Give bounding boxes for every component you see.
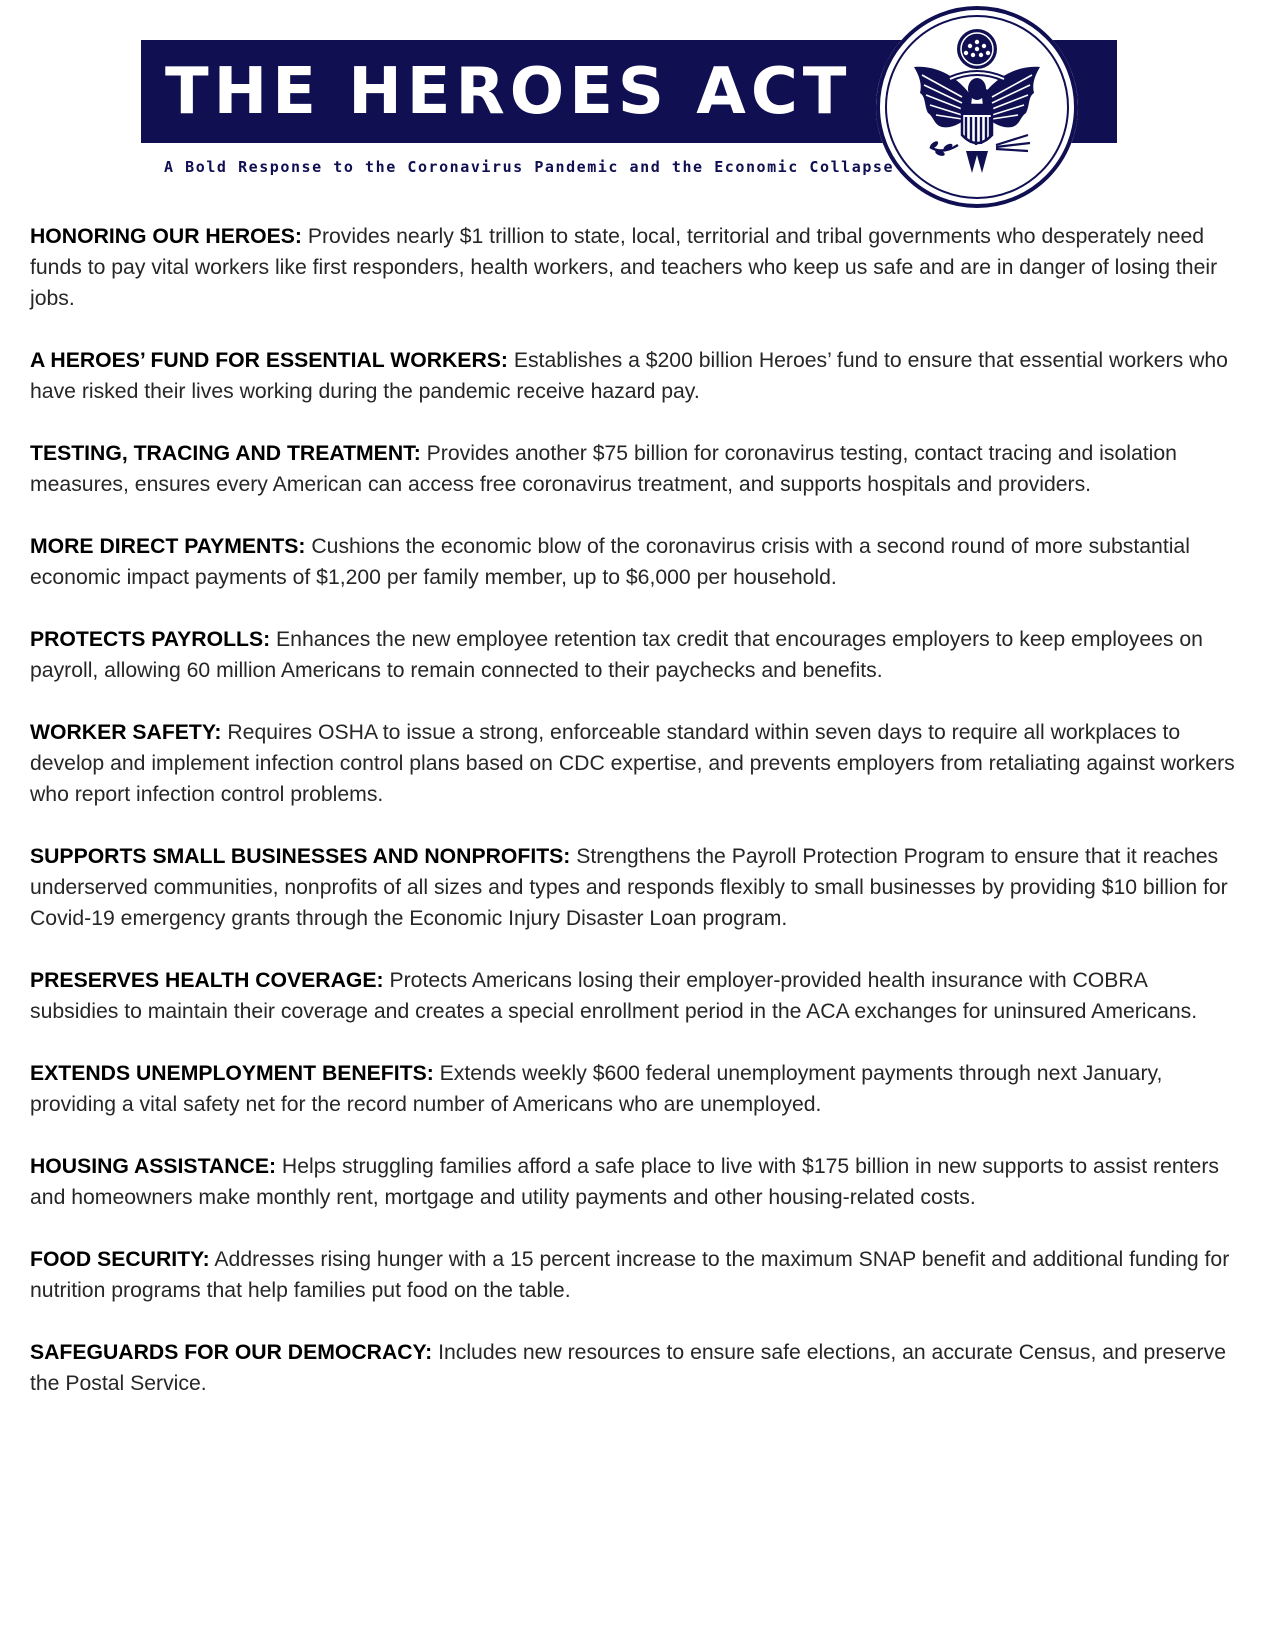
header xyxy=(0,0,1265,210)
list-item xyxy=(30,438,1240,500)
item-heading: MORE DIRECT PAYMENTS: xyxy=(30,535,306,558)
item-text: Provides another $75 billion for coronavirus testing, contact tracing and isolation measures, ensures every American can access free coronavirus treatment, and supports hospitals and providers. xyxy=(30,442,1177,496)
item-text: Strengthens the Payroll Protection Program to ensure that it reaches underserved communities, nonprofits of all sizes and types and responds flexibly to small businesses by providing $10 billion for Covid-19 emergency grants through the Economic Injury Disaster Loan program. xyxy=(30,845,1228,930)
item-heading: PRESERVES HEALTH COVERAGE: xyxy=(30,969,384,992)
list-item xyxy=(30,841,1240,934)
item-heading: PROTECTS PAYROLLS: xyxy=(30,628,271,651)
item-text: Cushions the economic blow of the coronavirus crisis with a second round of more substantial economic impact payments of $1,200 per family member, up to $6,000 per household. xyxy=(30,535,1190,589)
provisions-list xyxy=(30,221,1240,1430)
list-item xyxy=(30,717,1240,810)
item-text: Includes new resources to ensure safe elections, an accurate Census, and preserve the Postal Service. xyxy=(30,1341,1226,1395)
item-text: Addresses rising hunger with a 15 percent increase to the maximum SNAP benefit and additional funding for nutrition programs that help families put food on the table. xyxy=(30,1248,1230,1302)
list-item xyxy=(30,221,1240,314)
item-text: Extends weekly $600 federal unemployment payments through next January, providing a vital safety net for the record number of Americans who are unemployed. xyxy=(30,1062,1163,1116)
item-text: Protects Americans losing their employer-provided health insurance with COBRA subsidies to maintain their coverage and creates a special enrollment period in the ACA exchanges for uninsured Americans. xyxy=(30,969,1198,1023)
list-item xyxy=(30,965,1240,1027)
item-heading: TESTING, TRACING AND TREATMENT: xyxy=(30,442,421,465)
list-item xyxy=(30,624,1240,686)
item-text: Requires OSHA to issue a strong, enforceable standard within seven days to require all workplaces to develop and implement infection control plans based on CDC expertise, and prevents employers from retaliating against workers who report infection control problems. xyxy=(30,721,1235,806)
item-heading: EXTENDS UNEMPLOYMENT BENEFITS: xyxy=(30,1062,434,1085)
list-item xyxy=(30,1244,1240,1306)
page-title: THE HEROES ACT xyxy=(165,55,852,129)
item-heading: HOUSING ASSISTANCE: xyxy=(30,1155,277,1178)
item-heading: A HEROES’ FUND FOR ESSENTIAL WORKERS: xyxy=(30,349,508,372)
item-text: Provides nearly $1 trillion to state, local, territorial and tribal governments who desperately need funds to pay vital workers like first responders, health workers, and teachers who keep us safe and are in danger of losing their jobs. xyxy=(30,225,1218,310)
list-item xyxy=(30,345,1240,407)
list-item xyxy=(30,1058,1240,1120)
great-seal-eagle-icon xyxy=(862,5,1092,210)
list-item xyxy=(30,1151,1240,1213)
list-item xyxy=(30,531,1240,593)
item-heading: WORKER SAFETY: xyxy=(30,721,222,744)
list-item xyxy=(30,1337,1240,1399)
item-heading: HONORING OUR HEROES: xyxy=(30,225,302,248)
page-subtitle: A Bold Response to the Coronavirus Pandemic and the Economic Collapse xyxy=(164,158,895,176)
item-heading: FOOD SECURITY: xyxy=(30,1248,210,1271)
item-text: Enhances the new employee retention tax credit that encourages employers to keep employees on payroll, allowing 60 million Americans to remain connected to their paychecks and benefits. xyxy=(30,628,1203,682)
item-heading: SUPPORTS SMALL BUSINESSES AND NONPROFITS: xyxy=(30,845,571,868)
item-text: Helps struggling families afford a safe place to live with $175 billion in new supports to assist renters and homeowners make monthly rent, mortgage and utility payments and other housing-related costs. xyxy=(30,1155,1219,1209)
item-text: Establishes a $200 billion Heroes’ fund to ensure that essential workers who have risked their lives working during the pandemic receive hazard pay. xyxy=(30,349,1228,403)
item-heading: SAFEGUARDS FOR OUR DEMOCRACY: xyxy=(30,1341,433,1364)
